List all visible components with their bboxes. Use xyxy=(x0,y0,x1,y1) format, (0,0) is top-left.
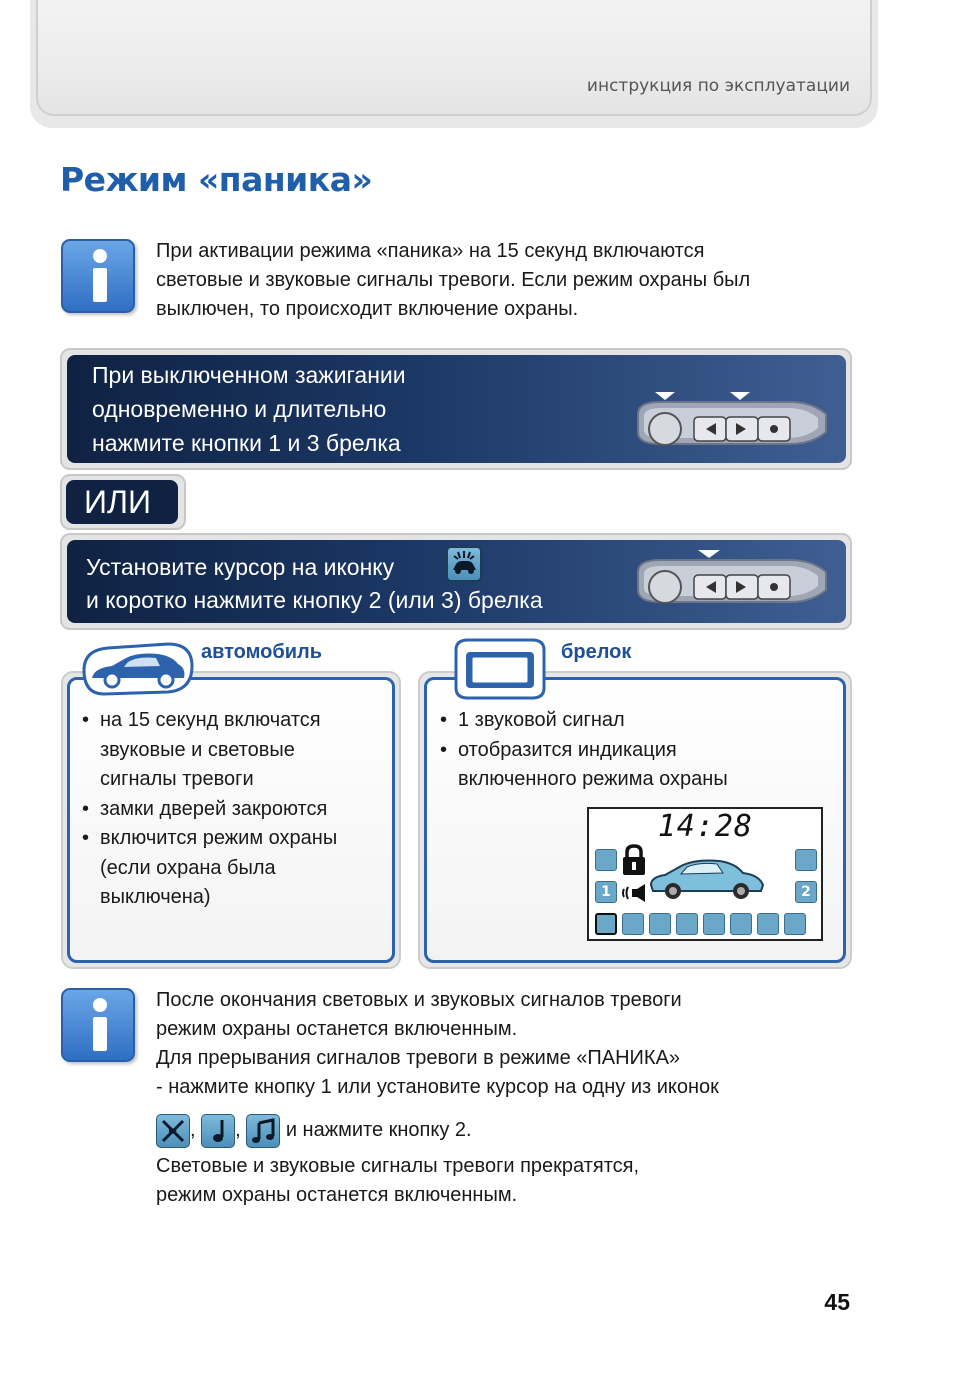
cursor-icon xyxy=(595,913,617,935)
antenna-icon xyxy=(622,913,644,935)
list-item: • замки дверей закроются xyxy=(82,795,337,825)
final-line: Световые и звуковые сигналы тревоги прекратятся, xyxy=(156,1155,640,1177)
keyfob-display-icon xyxy=(452,636,548,702)
panel1-text xyxy=(92,358,406,460)
double-note-icon xyxy=(730,913,752,935)
keyfob-icon xyxy=(630,388,830,458)
panel1-line: нажмите кнопки 1 и 3 брелка xyxy=(92,430,401,456)
lock-icon xyxy=(619,843,649,877)
phone-icon xyxy=(757,913,779,935)
or-label: ИЛИ xyxy=(66,480,178,524)
final-paragraph xyxy=(156,1152,639,1210)
icon-row: , , и нажмите кнопку 2. xyxy=(156,1112,472,1148)
car-results-list xyxy=(82,706,337,913)
panel1-line: При выключенном зажигании xyxy=(92,362,406,388)
fob-box-label: брелок xyxy=(561,641,632,663)
panic-car-icon xyxy=(784,913,806,935)
list-item: • отобразится индикация включенного режима охраны xyxy=(440,736,728,795)
panic-car-icon xyxy=(446,546,482,582)
alarm-icon xyxy=(795,849,817,871)
panel2-line1: Установите курсор на иконку xyxy=(86,554,395,580)
siren-off-icon xyxy=(156,1114,190,1148)
info-icon xyxy=(61,988,135,1062)
car-icon xyxy=(647,855,767,901)
button-1-icon: 1 xyxy=(595,881,617,903)
intro-line: световые и звуковые сигналы тревоги. Если режим охраны был xyxy=(156,269,751,291)
keyfob-lcd-display xyxy=(587,807,823,941)
speaker-icon xyxy=(621,883,649,903)
after-line: режим охраны останется включенным. xyxy=(156,1018,518,1040)
final-line: режим охраны останется включенным. xyxy=(156,1184,518,1206)
intro-paragraph xyxy=(156,237,750,324)
panel2-line2: и коротко нажмите кнопку 2 (или 3) брелка xyxy=(86,587,543,613)
icons-tail-text: и нажмите кнопку 2. xyxy=(285,1119,472,1141)
page-title: Режим «паника» xyxy=(60,160,373,199)
after-line: Для прерывания сигналов тревоги в режиме «ПАНИКА» xyxy=(156,1047,681,1069)
trunk-icon xyxy=(595,849,617,871)
list-item: • включится режим охраны (если охрана была выключена) xyxy=(82,824,337,913)
after-paragraph xyxy=(156,986,719,1102)
header-bar xyxy=(36,0,872,116)
keyfob-icon xyxy=(630,548,830,610)
after-line: - нажмите кнопку 1 или установите курсор на одну из иконок xyxy=(156,1076,719,1098)
note-icon xyxy=(703,913,725,935)
list-item: • на 15 секунд включатся звуковые и световые сигналы тревоги xyxy=(82,706,337,795)
double-note-icon xyxy=(246,1114,280,1148)
note-icon xyxy=(201,1114,235,1148)
header-caption: инструкция по эксплуатации xyxy=(586,76,850,96)
info-icon xyxy=(61,239,135,313)
lcd-time: 14:28 xyxy=(657,809,753,844)
list-item: • 1 звуковой сигнал xyxy=(440,706,728,736)
page-number: 45 xyxy=(824,1289,850,1315)
intro-line: При активации режима «паника» на 15 секунд включаются xyxy=(156,240,705,262)
service-icon xyxy=(649,913,671,935)
button-2-icon: 2 xyxy=(795,881,817,903)
after-line: После окончания световых и звуковых сигналов тревоги xyxy=(156,989,682,1011)
panel1-line: одновременно и длительно xyxy=(92,396,387,422)
siren-off-icon xyxy=(676,913,698,935)
intro-line: выключен, то происходит включение охраны. xyxy=(156,298,579,320)
car-icon xyxy=(78,640,196,696)
fob-results-list xyxy=(440,706,728,795)
car-box-label: автомобиль xyxy=(201,641,323,663)
